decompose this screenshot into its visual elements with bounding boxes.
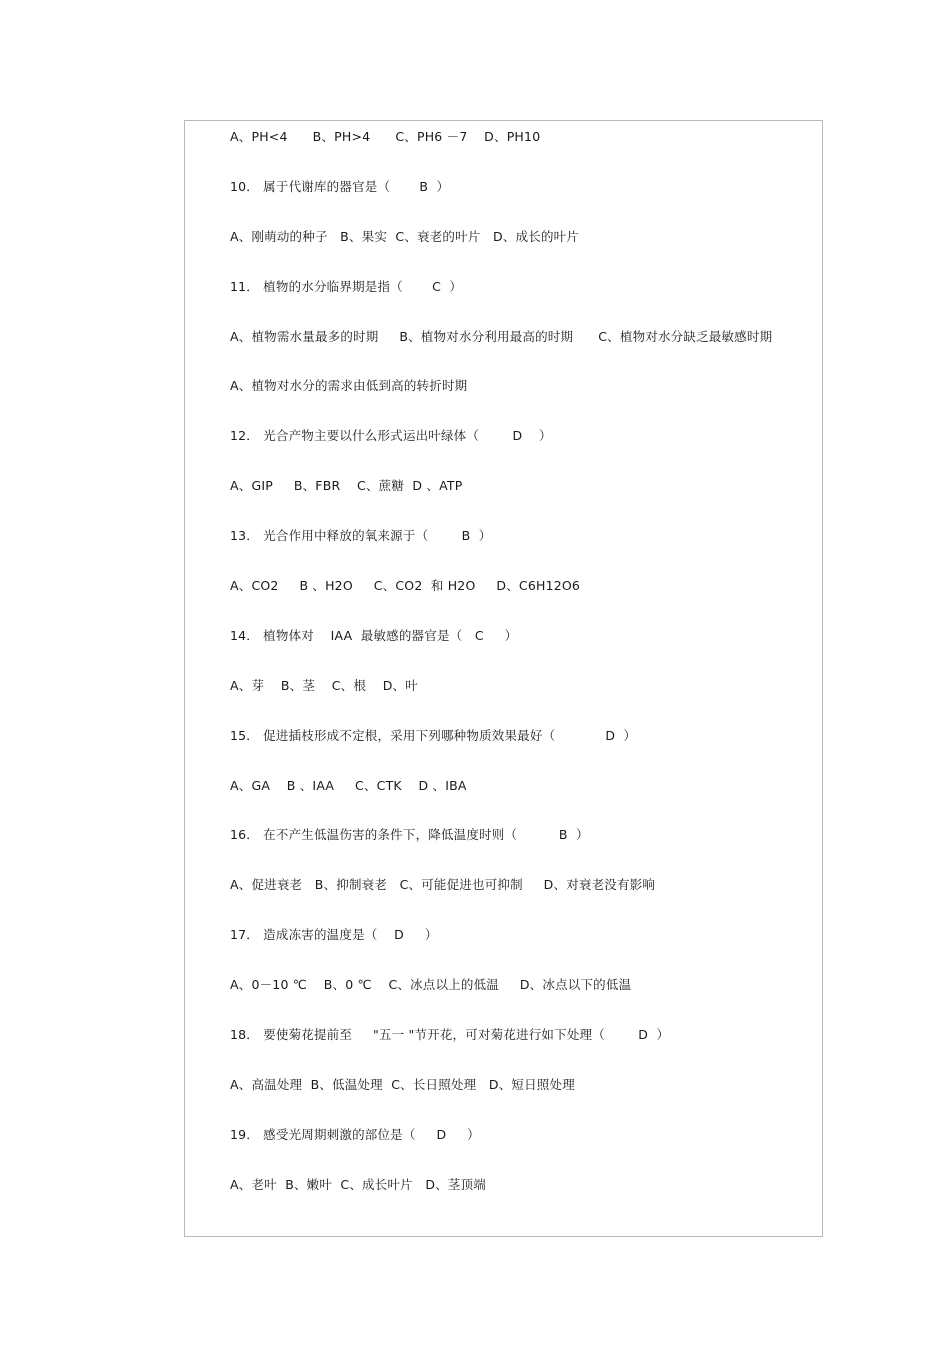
q14-options: A、芽 B、茎 C、根 D、叶 — [230, 677, 418, 693]
q12-question: 12． 光合产物主要以什么形式运出叶绿体（ D ） — [230, 428, 552, 444]
q19-options: A、老叶 B、嫩叶 C、成长叶片 D、茎顶端 — [230, 1176, 486, 1192]
q16-options: A、促进衰老 B、抑制衰老 C、可能促进也可抑制 D、对衰老没有影响 — [230, 877, 656, 893]
q10-question: 10． 属于代谢库的器官是（ B ） — [230, 178, 450, 194]
q17-question: 17． 造成冻害的温度是（ D ） — [230, 927, 438, 943]
q13-question: 13． 光合作用中释放的氧来源于（ B ） — [230, 528, 492, 544]
q18-question: 18． 要使菊花提前至 "五一 "节开花，可对菊花进行如下处理（ D ） — [230, 1027, 670, 1043]
q16-question: 16． 在不产生低温伤害的条件下，降低温度时则（ B ） — [230, 827, 589, 843]
q15-question: 15． 促进插枝形成不定根，采用下列哪种物质效果最好（ D ） — [230, 727, 637, 743]
document-body — [230, 127, 810, 1225]
q14-question: 14． 植物体对 IAA 最敏感的器官是（ C ） — [230, 627, 518, 643]
q18-options: A、高温处理 B、低温处理 C、长日照处理 D、短日照处理 — [230, 1076, 575, 1092]
q11-options: A、植物需水量最多的时期 B、植物对水分利用最高的时期 C、植物对水分缺乏最敏感时期 — [230, 328, 773, 344]
q15-options: A、GA B 、IAA C、CTK D 、IBA — [230, 777, 467, 793]
q10-options: A、刚萌动的种子 B、果实 C、衰老的叶片 D、成长的叶片 — [230, 228, 580, 244]
q11-options-extra: A、植物对水分的需求由低到高的转折时期 — [230, 378, 468, 394]
q19-question: 19． 感受光周期刺激的部位是（ D ） — [230, 1126, 480, 1142]
q12-options: A、GIP B、FBR C、蔗糖 D 、ATP — [230, 478, 463, 494]
q17-options: A、0－10 ℃ B、0 ℃ C、冰点以上的低温 D、冰点以下的低温 — [230, 977, 632, 993]
q11-question: 11． 植物的水分临界期是指（ C ） — [230, 278, 463, 294]
q9-options: A、PH<4 B、PH>4 C、PH6 －7 D、PH10 — [230, 129, 541, 144]
q13-options: A、CO2 B 、H2O C、CO2 和 H2O D、C6H12O6 — [230, 578, 581, 594]
